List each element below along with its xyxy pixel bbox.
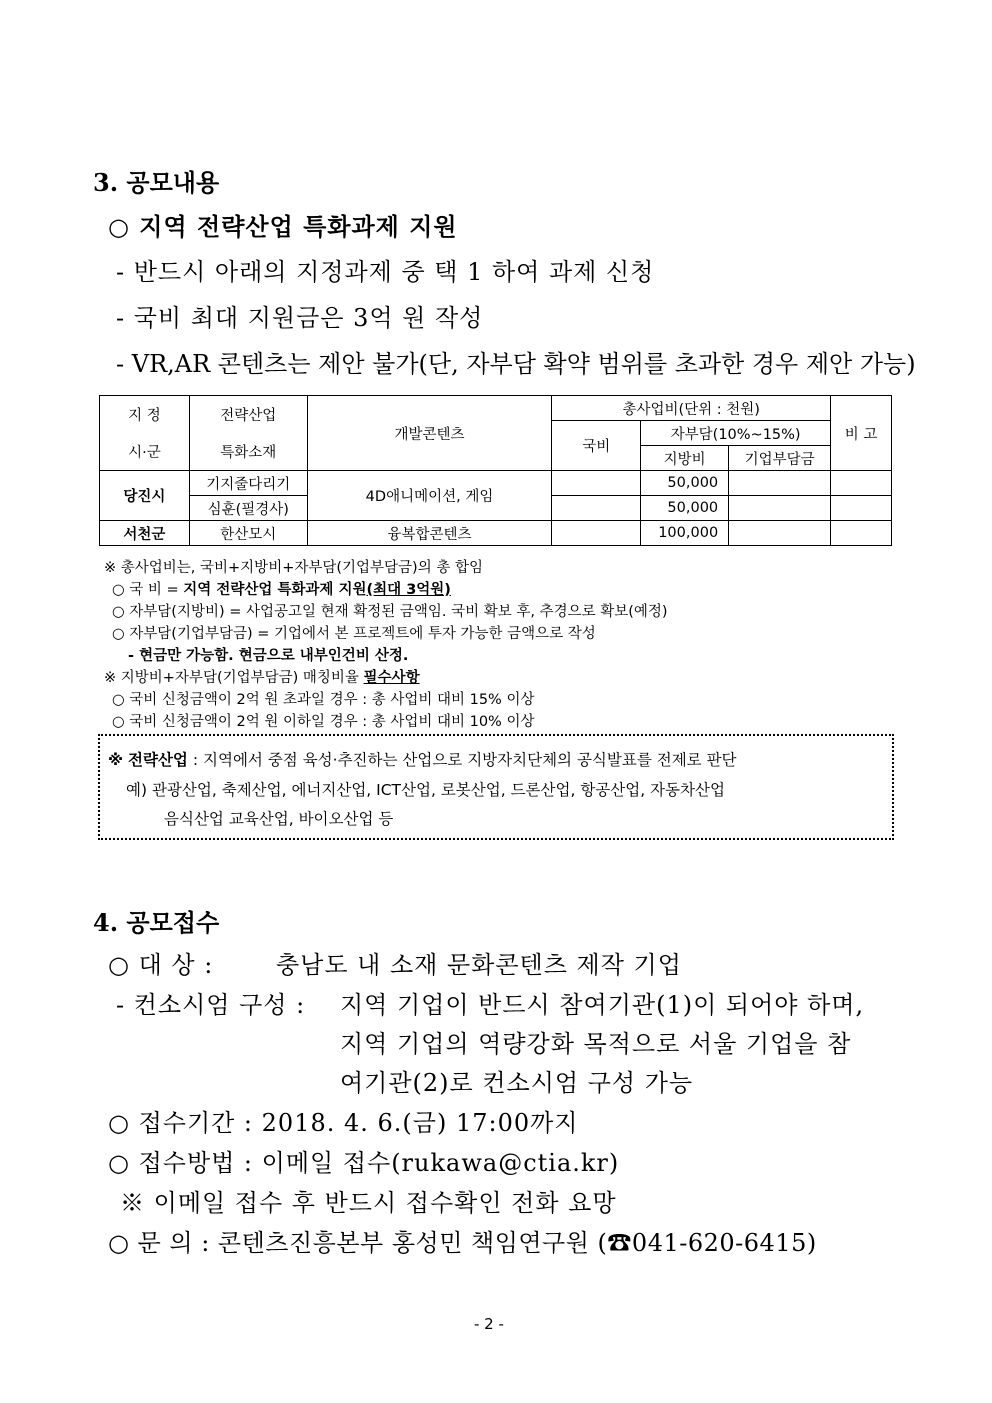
cell-region: 서천군 <box>100 521 190 546</box>
method: ○ 접수방법 : 이메일 접수(rukawa@ctia.kr) <box>108 1149 620 1177</box>
cell-region: 당진시 <box>100 471 190 521</box>
consortium-line-1: 지역 기업이 반드시 참여기관(1)이 되어야 하며, <box>340 991 865 1019</box>
note-local: ○ 자부담(지방비) = 사업공고일 현재 확정된 금액임. 국비 확보 후, 추경으로 확보(예정) <box>112 604 668 620</box>
cell-national <box>552 496 641 521</box>
note-national: ○ 국 비 = 지역 전략산업 특화과제 지원(최대 3억원) <box>112 582 451 598</box>
header-region: 지 정 시·군 <box>100 396 190 471</box>
cell-local: 50,000 <box>641 496 729 521</box>
cell-material: 심훈(필경사) <box>189 496 307 521</box>
header-note: 비 고 <box>831 396 892 471</box>
note-total: ※ 총사업비는, 국비+지방비+자부담(기업부담금)의 총 합임 <box>104 560 483 576</box>
target-label: ○ 대 상 : <box>108 951 214 979</box>
table-row <box>100 521 892 546</box>
header-company: 기업부담금 <box>729 446 831 471</box>
cell-note <box>831 471 892 496</box>
header-national: 국비 <box>552 421 641 471</box>
cell-material: 기지줄다리기 <box>189 471 307 496</box>
target-value: 충남도 내 소재 문화콘텐츠 제작 기업 <box>276 951 682 979</box>
section-3-item-3: - VR,AR 콘텐츠는 제안 불가(단, 자부담 확약 범위를 초과한 경우 제안 가능) <box>116 350 916 378</box>
header-content: 개발콘텐츠 <box>307 396 552 471</box>
cell-content: 융복합콘텐츠 <box>307 521 552 546</box>
box-definition: ※ 전략산업 : 지역에서 중점 육성·추진하는 산업으로 지방자치단체의 공식발표를 전제로 판단 <box>108 751 737 769</box>
note-under-2: ○ 국비 신청금액이 2억 원 이하일 경우 : 총 사업비 대비 10% 이상 <box>112 714 535 730</box>
cell-note <box>831 521 892 546</box>
confirm-note: ※ 이메일 접수 후 반드시 접수확인 전화 요망 <box>120 1189 617 1217</box>
header-total: 총사업비(단위 : 천원) <box>552 396 831 421</box>
box-examples-1: 예) 관광산업, 축제산업, 에너지산업, ICT산업, 로봇산업, 드론산업, 항공산업, 자동차산업 <box>126 781 725 799</box>
consortium-line-3: 여기관(2)로 컨소시엄 구성 가능 <box>340 1069 694 1097</box>
section-4-title: 4. 공모접수 <box>93 908 220 937</box>
period: ○ 접수기간 : 2018. 4. 6.(금) 17:00까지 <box>108 1109 579 1137</box>
section-3-item-1: - 반드시 아래의 지정과제 중 택 1 하여 과제 신청 <box>116 258 655 286</box>
cell-local: 50,000 <box>641 471 729 496</box>
cell-material: 한산모시 <box>189 521 307 546</box>
budget-table <box>99 395 892 546</box>
cell-national <box>552 521 641 546</box>
cell-company <box>729 471 831 496</box>
header-self: 자부담(10%~15%) <box>641 421 831 446</box>
box-examples-2: 음식산업 교육산업, 바이오산업 등 <box>164 810 394 828</box>
header-industry: 전략산업 특화소재 <box>189 396 307 471</box>
section-3-item-2: - 국비 최대 지원금은 3억 원 작성 <box>116 304 484 332</box>
header-local: 지방비 <box>641 446 729 471</box>
cell-local: 100,000 <box>641 521 729 546</box>
cell-content: 4D애니메이션, 게임 <box>307 471 552 521</box>
cell-company <box>729 521 831 546</box>
consortium-label: - 컨소시엄 구성 : <box>116 991 306 1019</box>
note-matching: ※ 지방비+자부담(기업부담금) 매칭비율 필수사항 <box>104 670 420 686</box>
cell-note <box>831 496 892 521</box>
section-3-title: 3. 공모내용 <box>93 168 220 197</box>
cell-national <box>552 471 641 496</box>
note-over-2: ○ 국비 신청금액이 2억 원 초과일 경우 : 총 사업비 대비 15% 이상 <box>112 692 535 708</box>
consortium-line-2: 지역 기업의 역량강화 목적으로 서울 기업을 참 <box>340 1030 852 1058</box>
note-cash: - 현금만 가능함. 현금으로 내부인건비 산정. <box>128 648 409 664</box>
page-number: - 2 - <box>474 1315 504 1333</box>
cell-company <box>729 496 831 521</box>
note-company: ○ 자부담(기업부담금) = 기업에서 본 프로젝트에 투자 가능한 금액으로 작성 <box>112 626 596 642</box>
table-row <box>100 471 892 496</box>
section-3-bullet: ○ 지역 전략산업 특화과제 지원 <box>108 212 458 241</box>
strategic-industry-box <box>98 734 894 840</box>
contact: ○ 문 의 : 콘텐츠진흥본부 홍성민 책임연구원 (☎041-620-6415) <box>108 1229 817 1257</box>
